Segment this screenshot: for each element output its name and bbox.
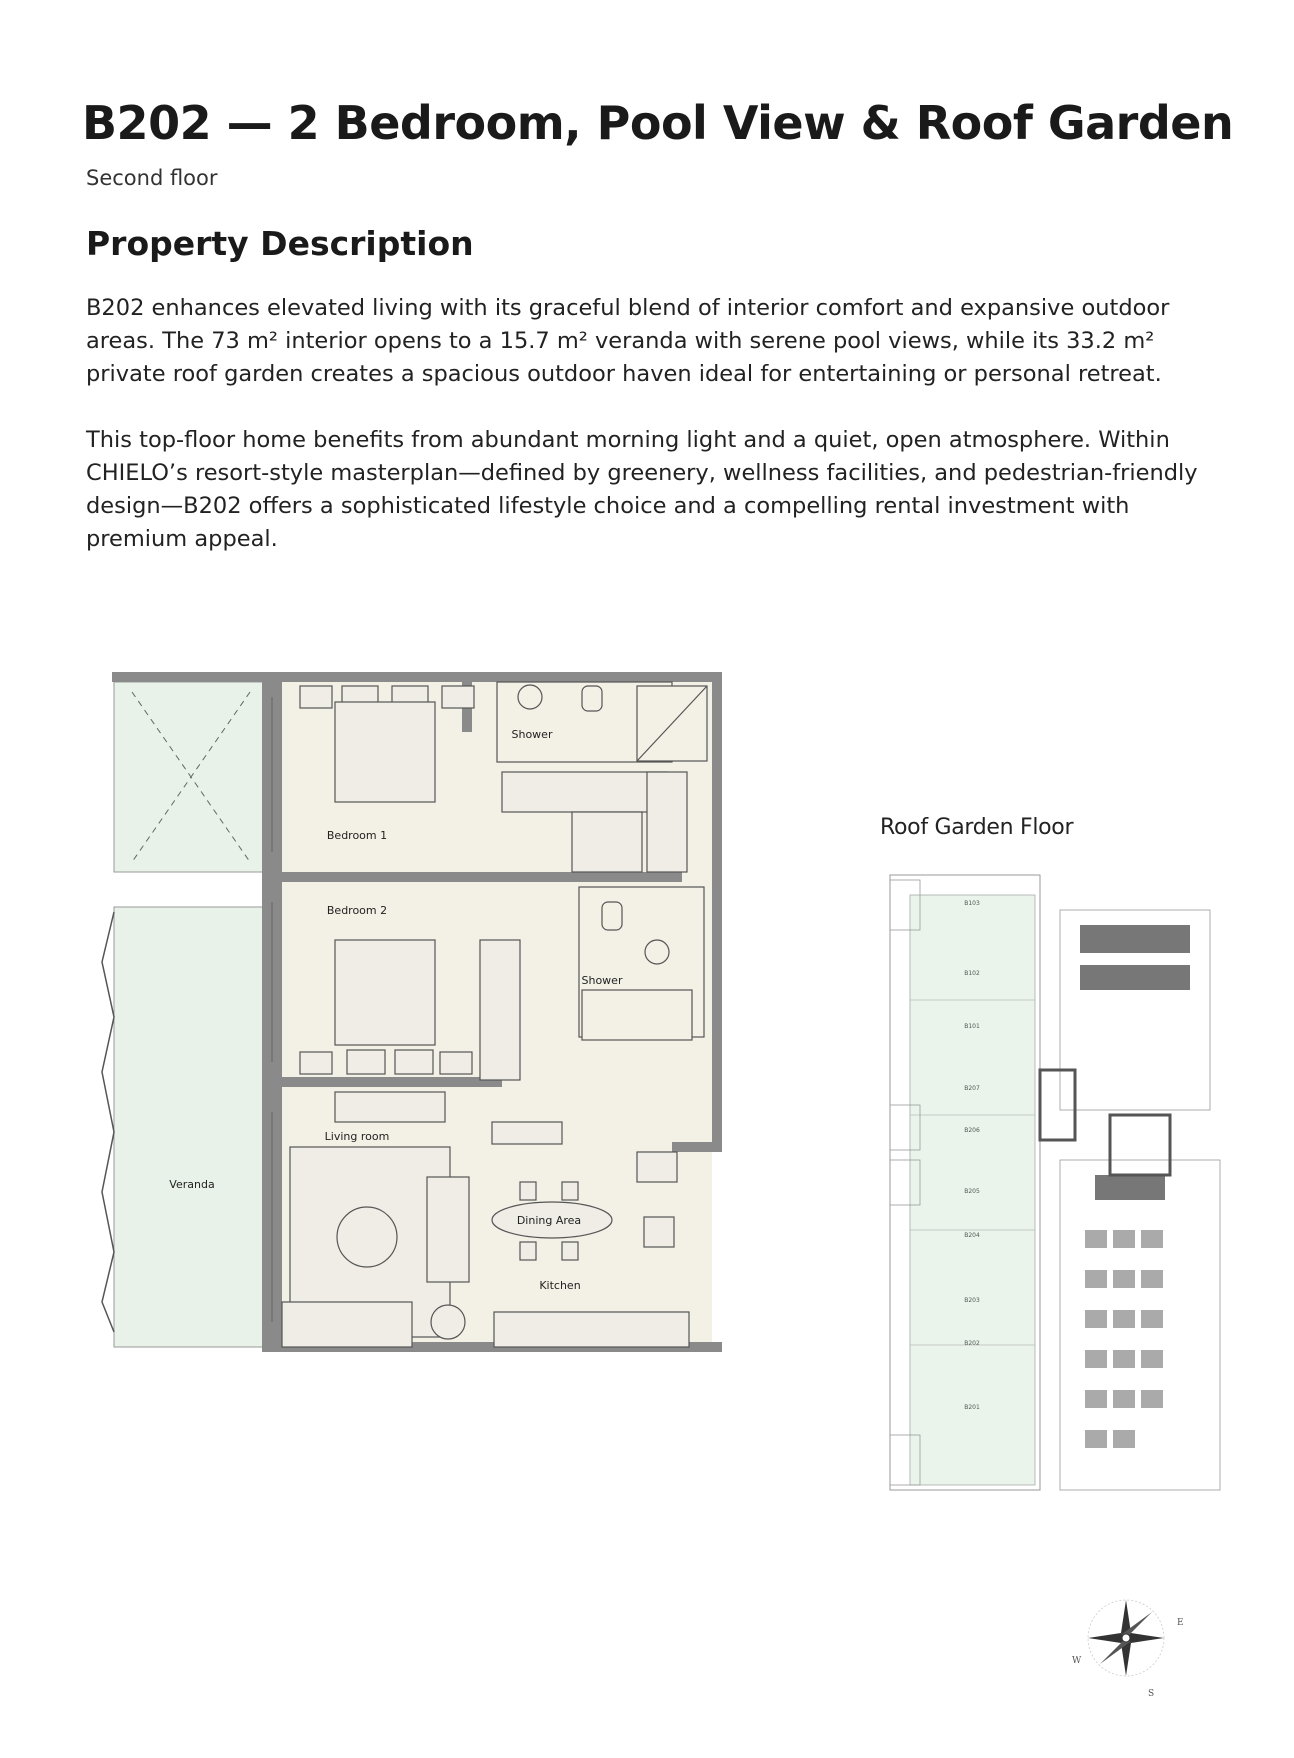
- room-label-veranda: Veranda: [169, 1178, 215, 1191]
- unit-label: B205: [964, 1188, 980, 1195]
- unit-label: B202: [964, 1340, 980, 1347]
- unit-label: B103: [964, 900, 980, 907]
- description-paragraph-1: B202 enhances elevated living with its graceful blend of interior comfort and expansive outdoor areas. The 73 m² interior opens to a 15.7 m² veranda with serene pool views, while its 33.2 m² private roof garden creates a spacious outdoor haven ideal for entertaining or personal retreat.: [86, 295, 1170, 387]
- room-label-shower-1: Shower: [511, 728, 553, 741]
- unit-label: B206: [964, 1127, 980, 1134]
- unit-floor-plan: [82, 672, 722, 1352]
- roof-garden-title: Roof Garden Floor: [880, 815, 1074, 840]
- unit-label: B204: [964, 1232, 980, 1239]
- page-title: B202 — 2 Bedroom, Pool View & Roof Garden: [82, 96, 1234, 150]
- room-label-bedroom-1: Bedroom 1: [326, 829, 388, 842]
- compass-south-label: S: [1148, 1689, 1155, 1699]
- room-label-living-room: Living room: [324, 1130, 390, 1143]
- unit-label: B102: [964, 970, 980, 977]
- unit-label: B203: [964, 1297, 980, 1304]
- room-label-dining-area: Dining Area: [516, 1214, 582, 1227]
- room-label-kitchen: Kitchen: [539, 1279, 581, 1292]
- unit-label: B207: [964, 1085, 980, 1092]
- description-paragraph-2: This top-floor home benefits from abundant morning light and a quiet, open atmosphere. Within CHIELO’s resort-style masterplan—defined by greenery, wellness facilities, and pedestrian-friendly design—B202 offers a sophisticated lifestyle choice and a compelling rental investment with premium appeal.: [86, 427, 1198, 552]
- floor-label: Second floor: [86, 166, 218, 190]
- unit-label: B201: [964, 1404, 980, 1411]
- compass-east-label: E: [1177, 1618, 1184, 1628]
- room-label-bedroom-2: Bedroom 2: [326, 904, 388, 917]
- roof-garden-plan: [880, 870, 1230, 1495]
- compass-rose-icon: [1060, 1580, 1184, 1700]
- compass-west-label: W: [1072, 1656, 1082, 1666]
- description-heading: Property Description: [86, 224, 474, 263]
- unit-label: B101: [964, 1023, 980, 1030]
- room-label-shower-2: Shower: [581, 974, 623, 987]
